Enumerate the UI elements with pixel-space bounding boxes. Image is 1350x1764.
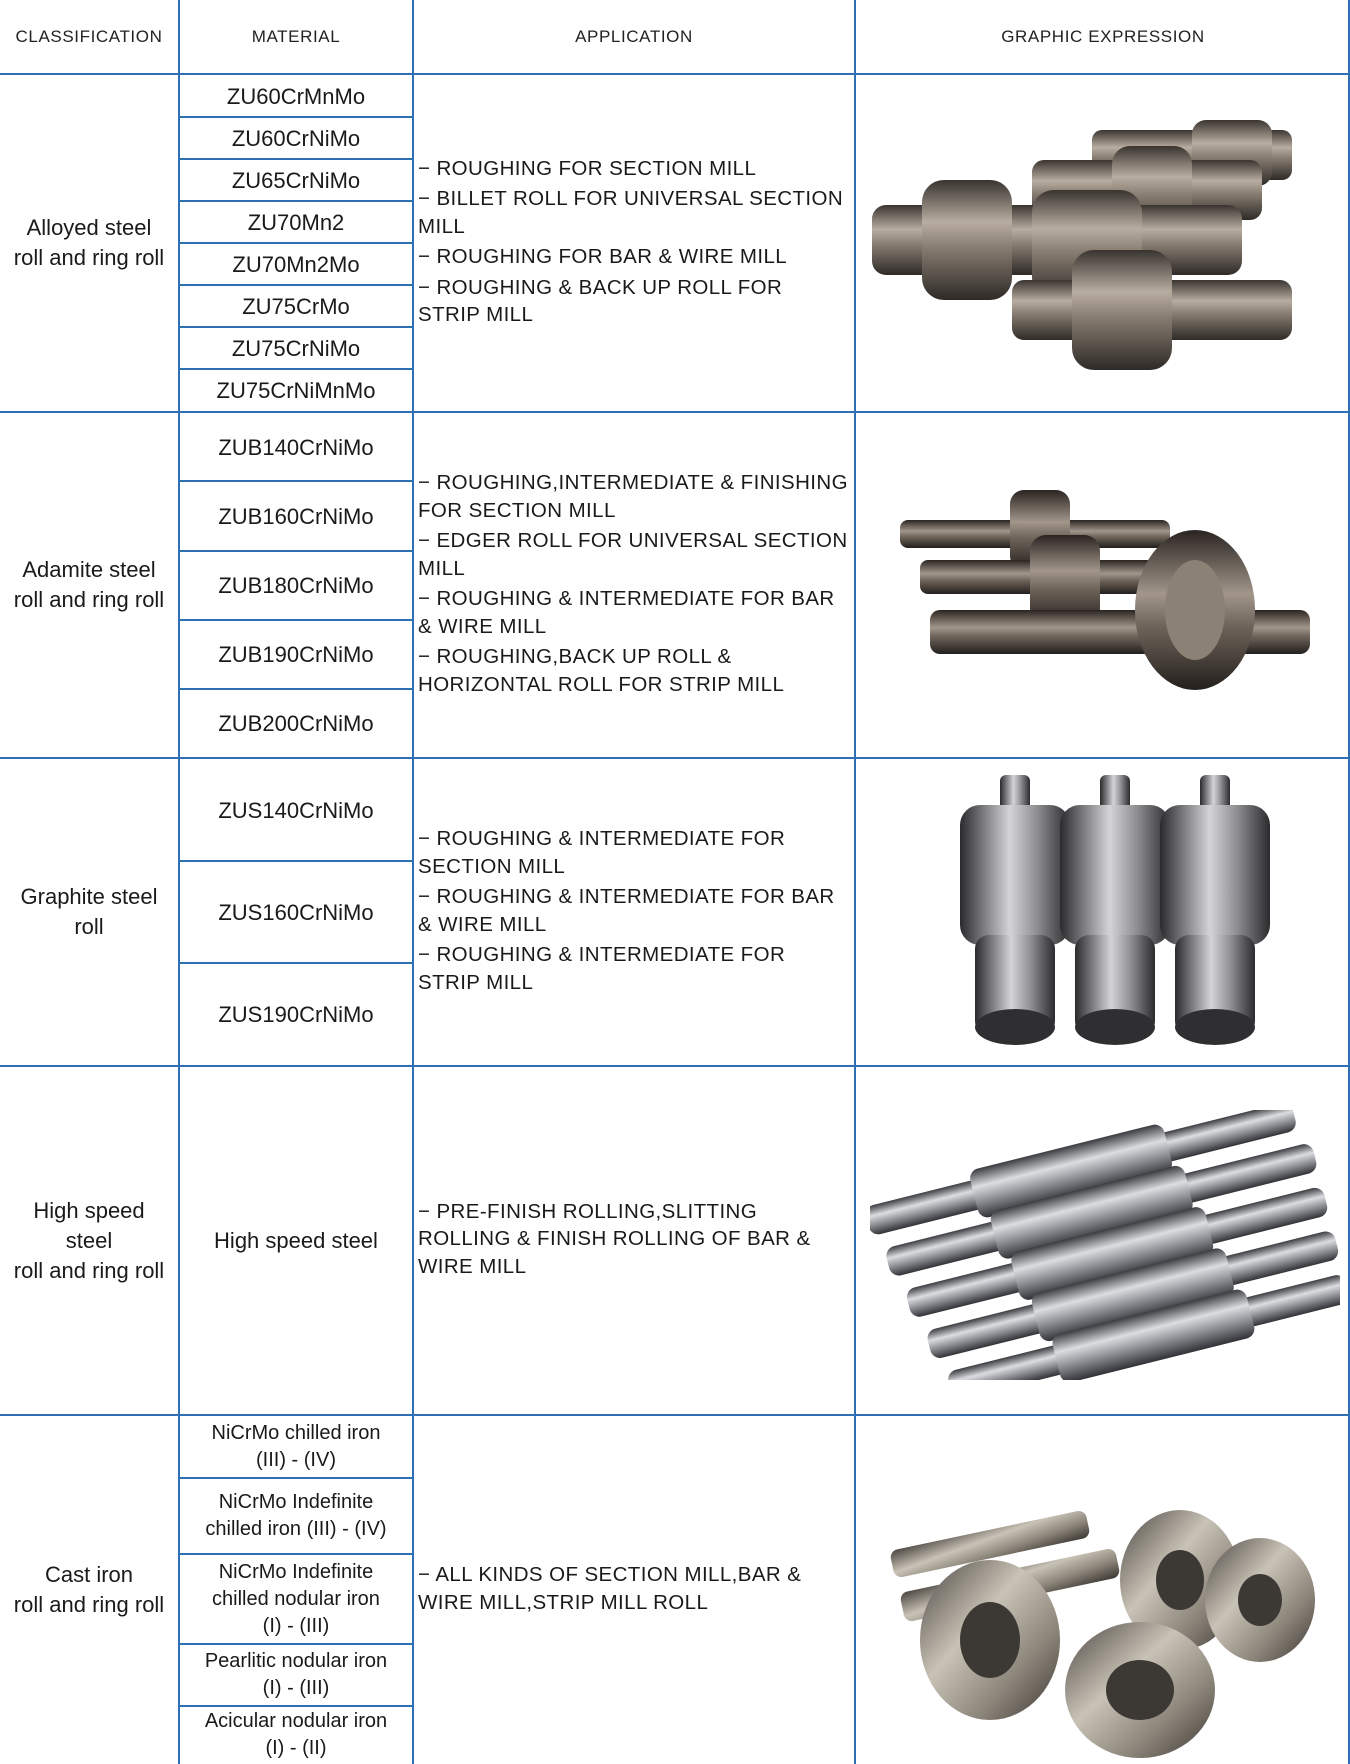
three-upright-rolls-photo <box>930 775 1280 1055</box>
application-list <box>418 1561 850 1619</box>
application-list <box>418 155 850 332</box>
header-classification: CLASSIFICATION <box>15 27 163 46</box>
application-list <box>418 469 850 701</box>
application-item: − ALL KINDS OF SECTION MILL,BAR & WIRE MILL,STRIP MILL ROLL <box>418 1563 802 1614</box>
application-cell <box>414 1067 854 1414</box>
material-divider <box>178 688 414 690</box>
stacked-section-rolls-photo <box>862 110 1346 378</box>
material-divider <box>178 158 414 160</box>
material-cell: High speed steel <box>214 1228 378 1253</box>
material-divider <box>178 242 414 244</box>
material-cell: NiCrMo Indefinite chilled nodular iron (I) - (III) <box>212 1560 380 1637</box>
material-cell: ZUB200CrNiMo <box>218 710 374 736</box>
material-cell: NiCrMo Indefinite chilled iron (III) - (IV) <box>205 1491 387 1540</box>
material-divider <box>178 284 414 286</box>
application-cell <box>414 413 854 757</box>
column-divider <box>854 0 856 1764</box>
material-divider <box>178 1705 414 1707</box>
classification-cast-iron: Cast iron roll and ring roll <box>13 1562 165 1617</box>
material-cell: ZU75CrMo <box>242 293 350 319</box>
material-divider <box>178 860 414 862</box>
application-item: − BILLET ROLL FOR UNIVERSAL SECTION MILL <box>418 187 844 238</box>
application-item: − PRE-FINISH ROLLING,SLITTING ROLLING & FINISH ROLLING OF BAR & WIRE MILL <box>418 1199 811 1278</box>
material-cell: ZU70Mn2Mo <box>232 251 360 277</box>
material-cell: ZU65CrNiMo <box>231 167 361 193</box>
material-cell: NiCrMo chilled iron (III) - (IV) <box>211 1422 381 1471</box>
application-list <box>418 1198 850 1284</box>
header-graphic-expression: GRAPHIC EXPRESSION <box>1001 27 1205 46</box>
column-divider <box>178 0 180 1764</box>
application-item: − ROUGHING FOR SECTION MILL <box>418 156 757 180</box>
material-cell: ZU60CrNiMo <box>231 125 361 151</box>
application-item: − ROUGHING FOR BAR & WIRE MILL <box>418 245 788 268</box>
material-cell: ZUB190CrNiMo <box>218 642 374 667</box>
classification-adamite-steel: Adamite steel roll and ring roll <box>13 557 165 612</box>
application-item: − EDGER ROLL FOR UNIVERSAL SECTION MILL <box>418 529 848 580</box>
material-cell: ZUS140CrNiMo <box>218 797 374 823</box>
material-cell: ZU75CrNiMo <box>231 335 361 361</box>
row-divider <box>0 73 1350 75</box>
material-cell: ZUS160CrNiMo <box>218 899 374 925</box>
collared-rolls-photo <box>880 480 1316 690</box>
material-cell: ZU70Mn2 <box>247 209 345 235</box>
material-cell: Pearlitic nodular iron (I) - (III) <box>204 1650 388 1699</box>
ring-rolls-photo <box>880 1490 1320 1760</box>
material-cell: ZUB140CrNiMo <box>218 434 374 460</box>
application-item: − ROUGHING & BACK UP ROLL FOR STRIP MILL <box>418 275 783 326</box>
material-cell: ZU60CrMnMo <box>226 83 366 109</box>
material-divider <box>178 550 414 552</box>
row-divider <box>0 1065 1350 1067</box>
material-divider <box>178 200 414 202</box>
classification-high-speed-steel: High speed steel roll and ring roll <box>13 1197 165 1283</box>
application-item: − ROUGHING,INTERMEDIATE & FINISHING FOR SECTION MILL <box>418 471 848 522</box>
material-cell: ZUS190CrNiMo <box>218 1001 374 1027</box>
application-cell <box>414 759 854 1065</box>
application-cell <box>414 75 854 411</box>
material-cell: Acicular nodular iron (I) - (II) <box>204 1710 388 1759</box>
application-list <box>418 825 850 999</box>
row-divider <box>0 1414 1350 1416</box>
application-item: − ROUGHING,BACK UP ROLL & HORIZONTAL ROLL FOR STRIP MILL <box>418 645 785 696</box>
material-cell: ZU75CrNiMnMo <box>216 377 376 403</box>
application-item: − ROUGHING & INTERMEDIATE FOR STRIP MILL <box>418 943 786 994</box>
material-divider <box>178 480 414 482</box>
material-divider <box>178 962 414 964</box>
header-material: MATERIAL <box>251 27 341 46</box>
material-divider <box>178 116 414 118</box>
material-cell: ZUB180CrNiMo <box>218 573 374 598</box>
material-divider <box>178 1553 414 1555</box>
application-item: − ROUGHING & INTERMEDIATE FOR BAR & WIRE MILL <box>418 587 835 638</box>
five-long-rolls-photo <box>870 1110 1340 1380</box>
column-divider <box>412 0 414 1764</box>
application-item: − ROUGHING & INTERMEDIATE FOR BAR & WIRE MILL <box>418 885 835 936</box>
row-divider <box>0 757 1350 759</box>
material-cell: ZUB160CrNiMo <box>218 503 374 529</box>
header-application: APPLICATION <box>575 27 693 46</box>
material-divider <box>178 1477 414 1479</box>
classification-alloyed-steel: Alloyed steel roll and ring roll <box>13 215 165 270</box>
application-cell <box>414 1416 854 1764</box>
material-divider <box>178 326 414 328</box>
row-divider <box>0 411 1350 413</box>
application-item: − ROUGHING & INTERMEDIATE FOR SECTION MILL <box>418 827 786 878</box>
material-divider <box>178 368 414 370</box>
material-divider <box>178 1643 414 1645</box>
classification-graphite-steel: Graphite steel roll <box>20 884 158 939</box>
material-divider <box>178 619 414 621</box>
